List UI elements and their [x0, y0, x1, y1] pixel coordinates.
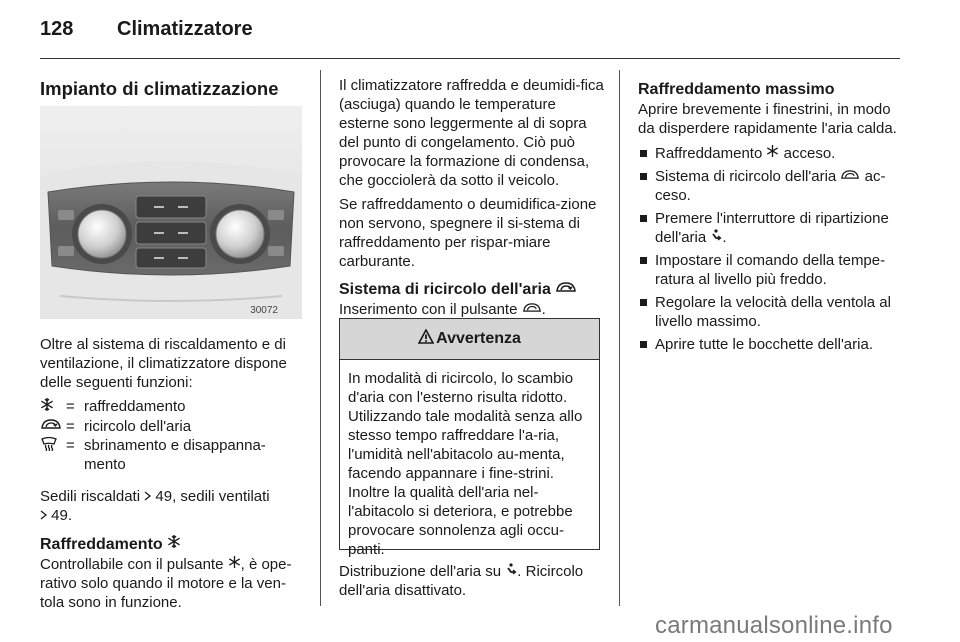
- watermark: carmanualsonline.info: [655, 612, 893, 639]
- defrost-icon: [40, 436, 66, 474]
- distribution-text-b: . Ricircolo dell'aria disattivato.: [339, 563, 584, 599]
- column-divider-2: [619, 70, 620, 606]
- list-item-text: .: [722, 229, 727, 246]
- cooling-paragraph: [40, 555, 306, 612]
- air-distribution-icon: [710, 228, 722, 247]
- page-ref-arrow-icon: [40, 506, 47, 525]
- page-title: Climatizzatore: [117, 18, 253, 40]
- snowflake-icon: [40, 397, 66, 417]
- seats-text: Sedili riscaldati: [40, 488, 141, 505]
- list-item-text: ac-ceso.: [655, 168, 886, 204]
- recirculation-icon: [555, 280, 577, 300]
- cooling-text-b: , è ope-rativo solo quando il motore e la ven-tola sono in funzione.: [40, 556, 292, 611]
- legend-equals: =: [66, 437, 75, 454]
- legend-equals: =: [66, 398, 75, 415]
- list-item-text: acceso.: [783, 145, 836, 162]
- snowflake-icon: [167, 534, 181, 555]
- list-item-text: Raffreddamento: [655, 145, 763, 162]
- recirculation-icon: [840, 167, 860, 186]
- list-item-text: Regolare la velocità della ventola al livello massimo.: [655, 294, 891, 330]
- recirculation-heading: [339, 280, 605, 300]
- seats-reference: [40, 487, 306, 525]
- cooling-heading-text: Raffreddamento: [40, 536, 163, 553]
- list-item: [638, 335, 904, 354]
- list-item-text: Aprire tutte le bocchette dell'aria.: [655, 336, 873, 353]
- legend-text: raffreddamento: [84, 398, 186, 415]
- recirculation-heading-text: Sistema di ricircolo dell'aria: [339, 281, 551, 298]
- snowflake-icon: [228, 555, 241, 574]
- climate-control-photo: [40, 106, 302, 319]
- warning-box: [339, 318, 600, 558]
- column-divider-1: [320, 70, 321, 606]
- distribution-text-a: Distribuzione dell'aria su: [339, 563, 502, 580]
- list-item: [638, 209, 904, 247]
- seats-ref-2: 49.: [51, 507, 73, 524]
- max-cooling-steps: [638, 144, 904, 354]
- header-divider: [40, 58, 900, 59]
- max-cooling-heading: Raffreddamento massimo: [638, 81, 835, 98]
- list-item: [638, 293, 904, 331]
- list-item-text: Sistema di ricircolo dell'aria: [655, 168, 837, 185]
- distribution-paragraph: [339, 562, 605, 600]
- legend-row: [40, 397, 306, 417]
- snowflake-icon: [766, 144, 779, 163]
- seats-ref-1: 49, sedili ventilati: [155, 488, 270, 505]
- intro-paragraph: Oltre al sistema di riscaldamento e di ventilazione, il climatizzatore dispone delle seguenti funzioni:: [40, 336, 287, 391]
- photo-code: 30072: [250, 305, 278, 316]
- function-legend: [40, 397, 306, 474]
- list-item: [638, 251, 904, 289]
- list-item-text: Premere l'interruttore di ripartizione dell'aria: [655, 210, 889, 246]
- cooling-text-a: Controllabile con il pulsante: [40, 556, 224, 573]
- recirculation-icon: [40, 417, 66, 436]
- legend-equals: =: [66, 418, 75, 435]
- recirculation-text: Inserimento con il pulsante: [339, 301, 518, 318]
- warning-header: [340, 319, 599, 360]
- warning-text: In modalità di ricircolo, lo scambio d'aria con l'esterno risulta ridotto. Utilizzando tale modalità senza allo stesso tempo raffreddare l'a-ria, l'umidità nell'abitacolo au-menta, facendo appannare i fine-strini. Inoltre la qualità dell'aria nel-l'abitacolo si deteriora, e potrebbe provocare sonnolenza agli occu-panti.: [348, 370, 583, 558]
- max-cooling-intro: Aprire brevemente i finestrini, in modo da disperdere rapidamente l'aria calda.: [638, 101, 897, 137]
- cooling-heading: [40, 534, 306, 555]
- warning-title: Avvertenza: [436, 330, 521, 347]
- legend-row: [40, 417, 306, 436]
- legend-text: sbrinamento e disappanna-mento: [84, 437, 266, 473]
- page-ref-arrow-icon: [144, 487, 151, 506]
- recirculation-icon: [522, 300, 542, 319]
- section-heading-climate: Impianto di climatizzazione: [40, 78, 279, 99]
- list-item-text: Impostare il comando della tempe-ratura al livello più freddo.: [655, 252, 886, 288]
- recirculation-paragraph: Inserimento con il pulsante .: [339, 301, 546, 318]
- list-item: [638, 144, 904, 163]
- cooling-description: Il climatizzatore raffredda e deumidi-fica (asciuga) quando le temperature esterne sono leggermente al di sopra del punto di congelamento. Ciò può provocare la formazione di condensa, che gocciolerà da sotto il veicolo.: [339, 77, 604, 189]
- legend-row: [40, 436, 306, 474]
- legend-text: ricircolo dell'aria: [84, 418, 192, 435]
- cooling-off-advice: Se raffreddamento o deumidifica-zione non servono, spegnere il si-stema di raffreddamento per rispar-miare carburante.: [339, 196, 597, 270]
- air-distribution-icon: [505, 562, 517, 581]
- list-item: [638, 167, 904, 205]
- warning-icon: [418, 329, 434, 349]
- page-number: 128: [40, 18, 74, 40]
